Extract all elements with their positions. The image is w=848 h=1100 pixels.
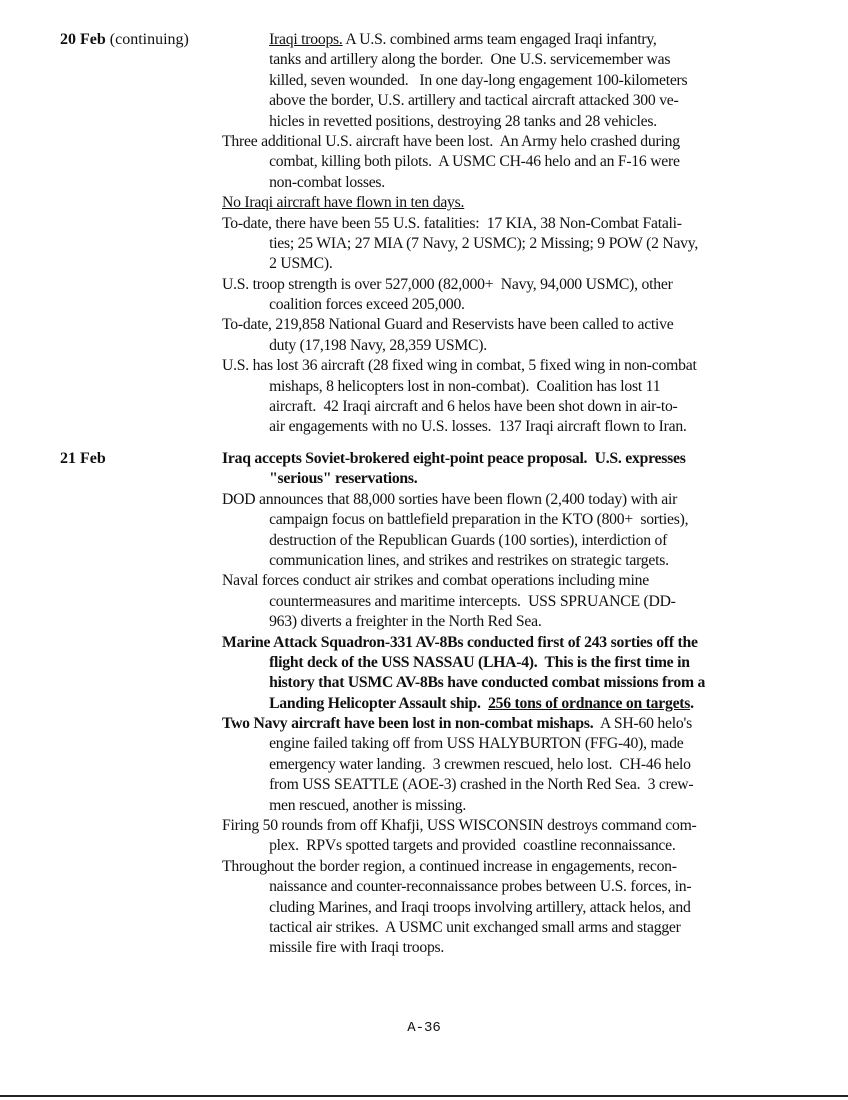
text-line (222, 898, 781, 918)
text-line (222, 653, 781, 673)
bold-text: Two Navy aircraft have been lost in non-combat mishaps. (222, 715, 594, 733)
text-line (222, 796, 781, 816)
text-line (222, 152, 781, 172)
text-line (222, 132, 782, 152)
text: destruction of the Republican Guards (100 sorties), interdiction of (269, 531, 668, 549)
bold-text: . (690, 694, 694, 712)
text: ties; 25 WIA; 27 MIA (7 Navy, 2 USMC); 2 Missing; 9 POW (2 Navy, (269, 234, 699, 252)
text: mishaps, 8 helicopters lost in non-combat). Coalition has lost 11 (269, 377, 661, 395)
text: missile fire with Iraqi troops. (269, 939, 445, 957)
text-line (222, 50, 781, 70)
text: tactical air strikes. A USMC unit exchanged small arms and stagger (269, 918, 681, 936)
text-line (222, 531, 781, 551)
text: U.S. has lost 36 aircraft (28 fixed wing in combat, 5 fixed wing in non-combat (222, 357, 697, 375)
bold-text: history that USMC AV-8Bs have conducted combat missions from a (269, 674, 706, 692)
text-line (222, 173, 781, 193)
text: DOD announces that 88,000 sorties have been flown (2,400 today) with air (222, 490, 678, 508)
entry-paragraph (222, 214, 792, 275)
entry-paragraph (222, 275, 792, 316)
text-line (222, 336, 781, 356)
text-line (222, 694, 781, 714)
text-line (222, 755, 781, 775)
entry-paragraph (222, 356, 792, 438)
text: countermeasures and maritime intercepts. USS SPRUANCE (DD- (269, 592, 676, 610)
text-line (222, 938, 781, 958)
bold-text: flight deck of the USS NASSAU (LHA-4). This is the first time in (269, 653, 690, 671)
text-line (222, 214, 782, 234)
text-line (222, 254, 781, 274)
text: Throughout the border region, a continued increase in engagements, recon- (222, 857, 677, 875)
text-line (222, 30, 781, 50)
text: To-date, 219,858 National Guard and Reservists have been called to active (222, 316, 674, 334)
text-line (222, 234, 781, 254)
bottom-rule (0, 1095, 848, 1097)
text-line (222, 857, 782, 877)
entry-paragraph (222, 30, 792, 132)
text-line (222, 714, 782, 734)
bold-text: "serious" reservations. (269, 470, 418, 488)
entry-paragraph (222, 449, 792, 490)
bold-text: Landing Helicopter Assault ship. (269, 694, 489, 712)
date-day: 21 Feb (60, 450, 106, 467)
text: above the border, U.S. artillery and tactical aircraft attacked 300 ve- (269, 92, 679, 110)
text: 2 USMC). (269, 255, 333, 273)
text-line (222, 612, 781, 632)
text-line (222, 469, 781, 489)
bold-text: Iraq accepts Soviet-brokered eight-point peace proposal. U.S. expresses (222, 450, 686, 467)
entry-paragraph (222, 193, 792, 213)
text-line (222, 551, 781, 571)
text: aircraft. 42 Iraqi aircraft and 6 helos have been shot down in air-to- (269, 398, 678, 416)
text-line (222, 490, 782, 510)
text: plex. RPVs spotted targets and provided coastline reconnaissance. (269, 837, 676, 855)
page-number: A-36 (407, 1020, 441, 1036)
text: combat, killing both pilots. A USMC CH-46 helo and an F-16 were (269, 153, 680, 171)
text: coalition forces exceed 205,000. (269, 296, 465, 314)
text-line (222, 877, 781, 897)
entry-paragraph (222, 315, 792, 356)
text: non-combat losses. (269, 173, 385, 191)
text: Firing 50 rounds from off Khafji, USS WISCONSIN destroys command com- (222, 817, 697, 835)
entry-paragraph (222, 633, 792, 715)
text: A SH-60 helo's (593, 715, 692, 733)
text-line (222, 510, 781, 530)
text-line (222, 397, 781, 417)
text: men rescued, another is missing. (269, 796, 467, 814)
text-line (222, 816, 782, 836)
text: naissance and counter-reconnaissance probes between U.S. forces, in- (269, 878, 692, 896)
text-line (222, 91, 781, 111)
text-line (222, 377, 781, 397)
text-line (222, 673, 781, 693)
text-line (222, 918, 781, 938)
text: duty (17,198 Navy, 28,359 USMC). (269, 336, 487, 354)
text: hicles in revetted positions, destroying 28 tanks and 28 vehicles. (269, 112, 657, 130)
text-line (222, 449, 782, 469)
text: from USS SEATTLE (AOE-3) crashed in the North Red Sea. 3 crew- (269, 776, 694, 794)
entry-paragraph (222, 490, 792, 572)
text-line (222, 315, 782, 335)
text: campaign focus on battlefield preparation in the KTO (800+ sorties), (269, 511, 689, 529)
text: Naval forces conduct air strikes and combat operations including mine (222, 572, 649, 590)
entry-date (60, 30, 189, 50)
text-line (222, 633, 782, 653)
text-line (222, 71, 781, 91)
underlined-text: 256 tons of ordnance on targets (488, 694, 691, 712)
underlined-text: Iraqi troops. (269, 31, 343, 48)
text: A U.S. combined arms team engaged Iraqi infantry, (342, 31, 657, 48)
text-line (222, 592, 781, 612)
text: engine failed taking off from USS HALYBURTON (FFG-40), made (269, 735, 684, 753)
text: U.S. troop strength is over 527,000 (82,000+ Navy, 94,000 USMC), other (222, 275, 673, 293)
bold-text: Marine Attack Squadron-331 AV-8Bs conducted first of 243 sorties off the (222, 633, 698, 651)
text: To-date, there have been 55 U.S. fatalities: 17 KIA, 38 Non-Combat Fatali- (222, 214, 682, 232)
entry-paragraph (222, 816, 792, 857)
text: killed, seven wounded. In one day-long engagement 100-kilometers (269, 71, 688, 89)
text-line (222, 275, 782, 295)
text-line (222, 775, 781, 795)
entry-paragraph (222, 714, 792, 816)
text-line (222, 193, 782, 213)
entry-date (60, 449, 106, 469)
text: Three additional U.S. aircraft have been lost. An Army helo crashed during (222, 132, 680, 150)
text-line (222, 836, 781, 856)
date-day: 20 Feb (60, 31, 106, 48)
entry-paragraph (222, 132, 792, 193)
text: emergency water landing. 3 crewmen rescued, helo lost. CH-46 helo (269, 755, 691, 773)
text-line (222, 112, 781, 132)
text-line (222, 295, 781, 315)
text: cluding Marines, and Iraqi troops involving artillery, attack helos, and (269, 898, 691, 916)
text-line (222, 417, 781, 437)
text-line (222, 734, 781, 754)
entry-paragraph (222, 857, 792, 959)
text: communication lines, and strikes and restrikes on strategic targets. (269, 551, 669, 569)
text-line (222, 356, 782, 376)
text: air engagements with no U.S. losses. 137 Iraqi aircraft flown to Iran. (269, 418, 687, 436)
date-note: (continuing) (105, 31, 189, 48)
underlined-text: No Iraqi aircraft have flown in ten days. (222, 194, 465, 212)
entry-body (222, 30, 792, 438)
text: tanks and artillery along the border. One U.S. servicemember was (269, 51, 671, 69)
text-line (222, 571, 782, 591)
entry-body (222, 449, 792, 959)
entry-paragraph (222, 571, 792, 632)
text: 963) diverts a freighter in the North Red Sea. (269, 613, 542, 631)
